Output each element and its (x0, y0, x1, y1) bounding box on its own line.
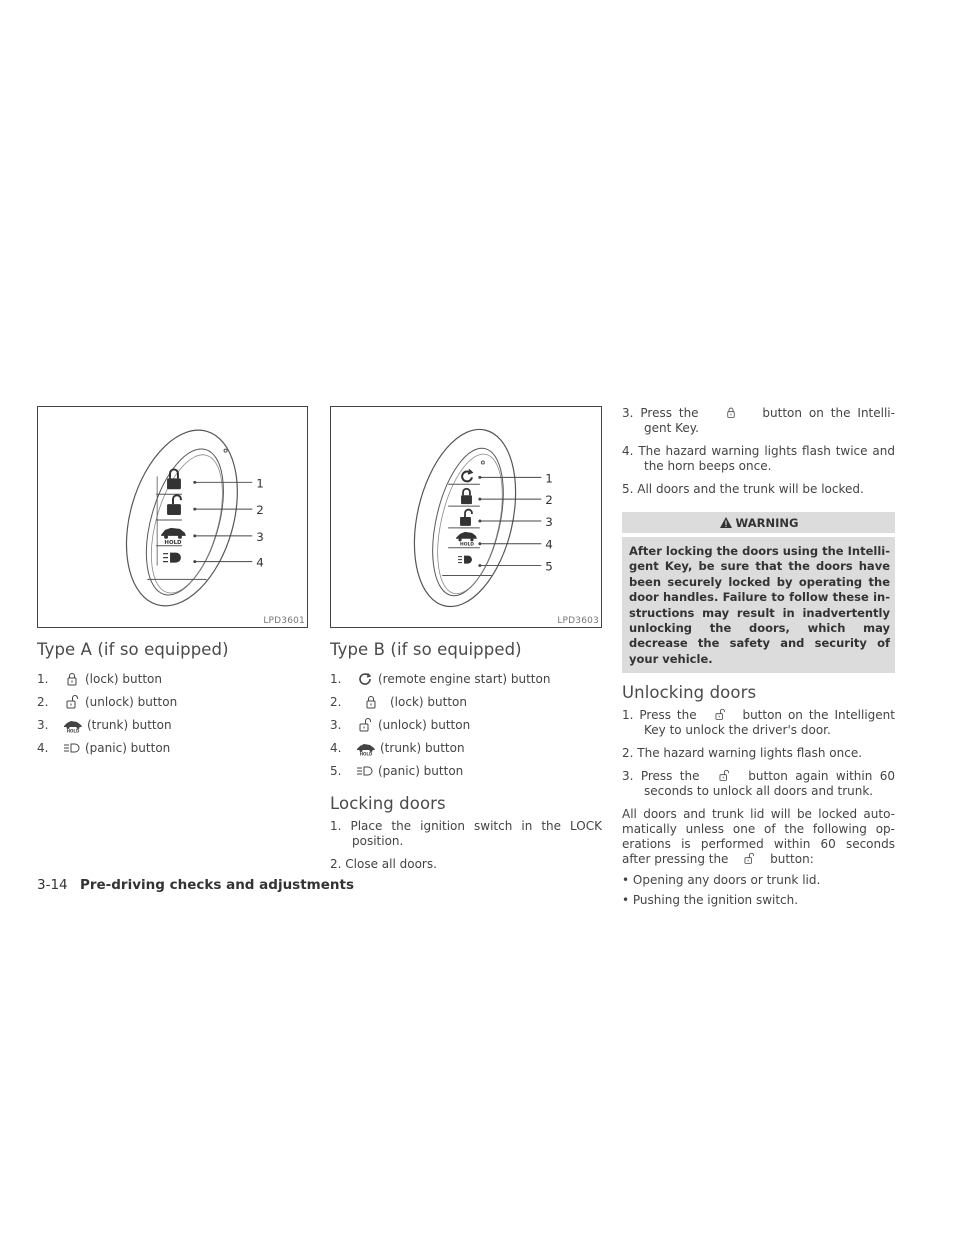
callout-3: 3 (545, 514, 553, 529)
type-a-item-lock (37, 667, 308, 690)
figure-id: LPD3601 (263, 616, 305, 626)
callout-3: 3 (256, 529, 264, 544)
item-label: (trunk) button (380, 740, 465, 755)
type-a-heading: Type A (if so equipped) (37, 640, 229, 659)
figure-type-b-key (330, 406, 602, 628)
item-number: 4. (37, 740, 49, 755)
warning-title (622, 512, 895, 533)
section-title: Pre-driving checks and adjustments (79, 877, 354, 893)
item-label: (panic) button (378, 763, 464, 778)
item-label: (trunk) button (87, 717, 172, 732)
key-trunk-icon (456, 532, 477, 548)
type-b-heading: Type B (if so equipped) (330, 640, 522, 659)
key-hold-label: HOLD (459, 542, 474, 548)
bullet-item: • Opening any doors or trunk lid. (622, 873, 821, 888)
unlock-icon (732, 852, 766, 865)
unlocking-step-1 (622, 708, 895, 738)
item-label: (unlock) button (378, 717, 471, 732)
type-b-item-unlock (330, 713, 602, 736)
type-b-item-remote-start (330, 667, 602, 690)
locking-step-3 (622, 406, 895, 436)
step-text: button again within 60 seconds to unlock all doors and trunk. (644, 769, 895, 799)
unlock-icon (354, 717, 376, 733)
panic-icon (61, 740, 83, 756)
type-b-item-lock (330, 690, 602, 713)
unlock-icon (61, 694, 83, 710)
item-number: 1. (330, 671, 342, 686)
warning-body: After locking the doors using the Intelli-gent Key, be sure that the doors have been securely locked by operating the door handles. Failure to follow these in-structions may result in inadvertently unlocking the doors, which may decrease the safety and security of your vehicle. (629, 544, 890, 666)
type-a-item-panic (37, 736, 308, 759)
warning-icon (719, 516, 733, 529)
step-text: button on the Intelli-gent Key. (644, 406, 895, 435)
item-number: 1. (37, 671, 49, 686)
step-text: 3. Press the (622, 769, 700, 784)
unlock-icon (707, 769, 741, 782)
item-label: (panic) button (85, 740, 171, 755)
locking-doors-heading: Locking doors (330, 794, 446, 813)
step-text: 3. Press the (622, 406, 699, 420)
lock-icon (354, 694, 388, 710)
locking-step-2: 2. Close all doors. (330, 857, 437, 871)
lock-icon (706, 406, 756, 419)
type-b-key-illustration (331, 407, 601, 627)
type-a-item-unlock (37, 690, 308, 713)
unlocking-step-2: 2. The hazard warning lights flash once. (622, 746, 863, 761)
callout-5: 5 (545, 559, 553, 574)
key-panic-icon (458, 556, 472, 564)
item-number: 5. (330, 763, 342, 778)
key-lock-icon (461, 489, 472, 504)
item-label: (unlock) button (85, 694, 178, 709)
callout-1: 1 (545, 471, 553, 486)
callout-2: 2 (545, 493, 553, 508)
warning-box (622, 512, 895, 673)
step-text: 1. Press the (622, 708, 697, 723)
paragraph-text: button: (770, 852, 814, 867)
paragraph-text: All doors and trunk lid will be locked auto-matically unless one of the following op-erations is performed within 60 seconds after pressing the (622, 807, 895, 867)
key-panic-icon (163, 553, 181, 563)
type-b-item-panic (330, 759, 602, 782)
type-a-item-trunk (37, 713, 308, 736)
item-label: (remote engine start) button (378, 671, 551, 686)
unlock-icon (703, 708, 737, 721)
key-unlock-icon (460, 510, 472, 526)
bullet-item: • Pushing the ignition switch. (622, 893, 799, 908)
column-left (37, 406, 308, 759)
item-label: (lock) button (85, 671, 162, 686)
unlocking-step-3 (622, 769, 895, 799)
callout-1: 1 (256, 476, 264, 491)
step-text: button on the Intelligent Key to unlock the driver's door. (644, 708, 895, 738)
panic-icon (354, 763, 376, 779)
callout-4: 4 (545, 537, 553, 552)
callout-4: 4 (256, 555, 264, 570)
page-number: 3-14 (37, 877, 68, 893)
key-unlock-icon (167, 495, 181, 515)
key-lock-icon (167, 469, 181, 489)
trunk-icon (354, 740, 378, 756)
locking-step-5: 5. All doors and the trunk will be locked. (622, 482, 864, 496)
locking-step-1: 1. Place the ignition switch in the LOCK position. (330, 819, 602, 848)
item-label: (lock) button (390, 694, 467, 709)
type-b-item-trunk (330, 736, 602, 759)
lock-icon (61, 671, 83, 687)
item-number: 3. (330, 717, 342, 732)
unlocking-doors-heading: Unlocking doors (622, 683, 757, 703)
locking-step-4: 4. The hazard warning lights flash twice and the horn beeps once. (622, 444, 895, 473)
item-number: 2. (37, 694, 49, 709)
page-footer (37, 877, 354, 893)
figure-type-a-key (37, 406, 308, 628)
item-number: 4. (330, 740, 342, 755)
auto-relock-paragraph (622, 807, 895, 867)
warning-title-text: WARNING (735, 515, 799, 530)
key-trunk-icon (161, 528, 186, 546)
column-right (622, 406, 895, 913)
trunk-icon (61, 717, 85, 733)
item-number: 2. (330, 694, 342, 709)
callout-2: 2 (256, 503, 264, 518)
figure-id: LPD3603 (557, 616, 599, 626)
key-hold-label: HOLD (164, 539, 182, 546)
remote-start-icon (354, 671, 376, 687)
type-a-key-illustration (38, 407, 307, 627)
key-remote-start-icon (462, 469, 472, 481)
item-number: 3. (37, 717, 49, 732)
column-middle (330, 406, 602, 880)
